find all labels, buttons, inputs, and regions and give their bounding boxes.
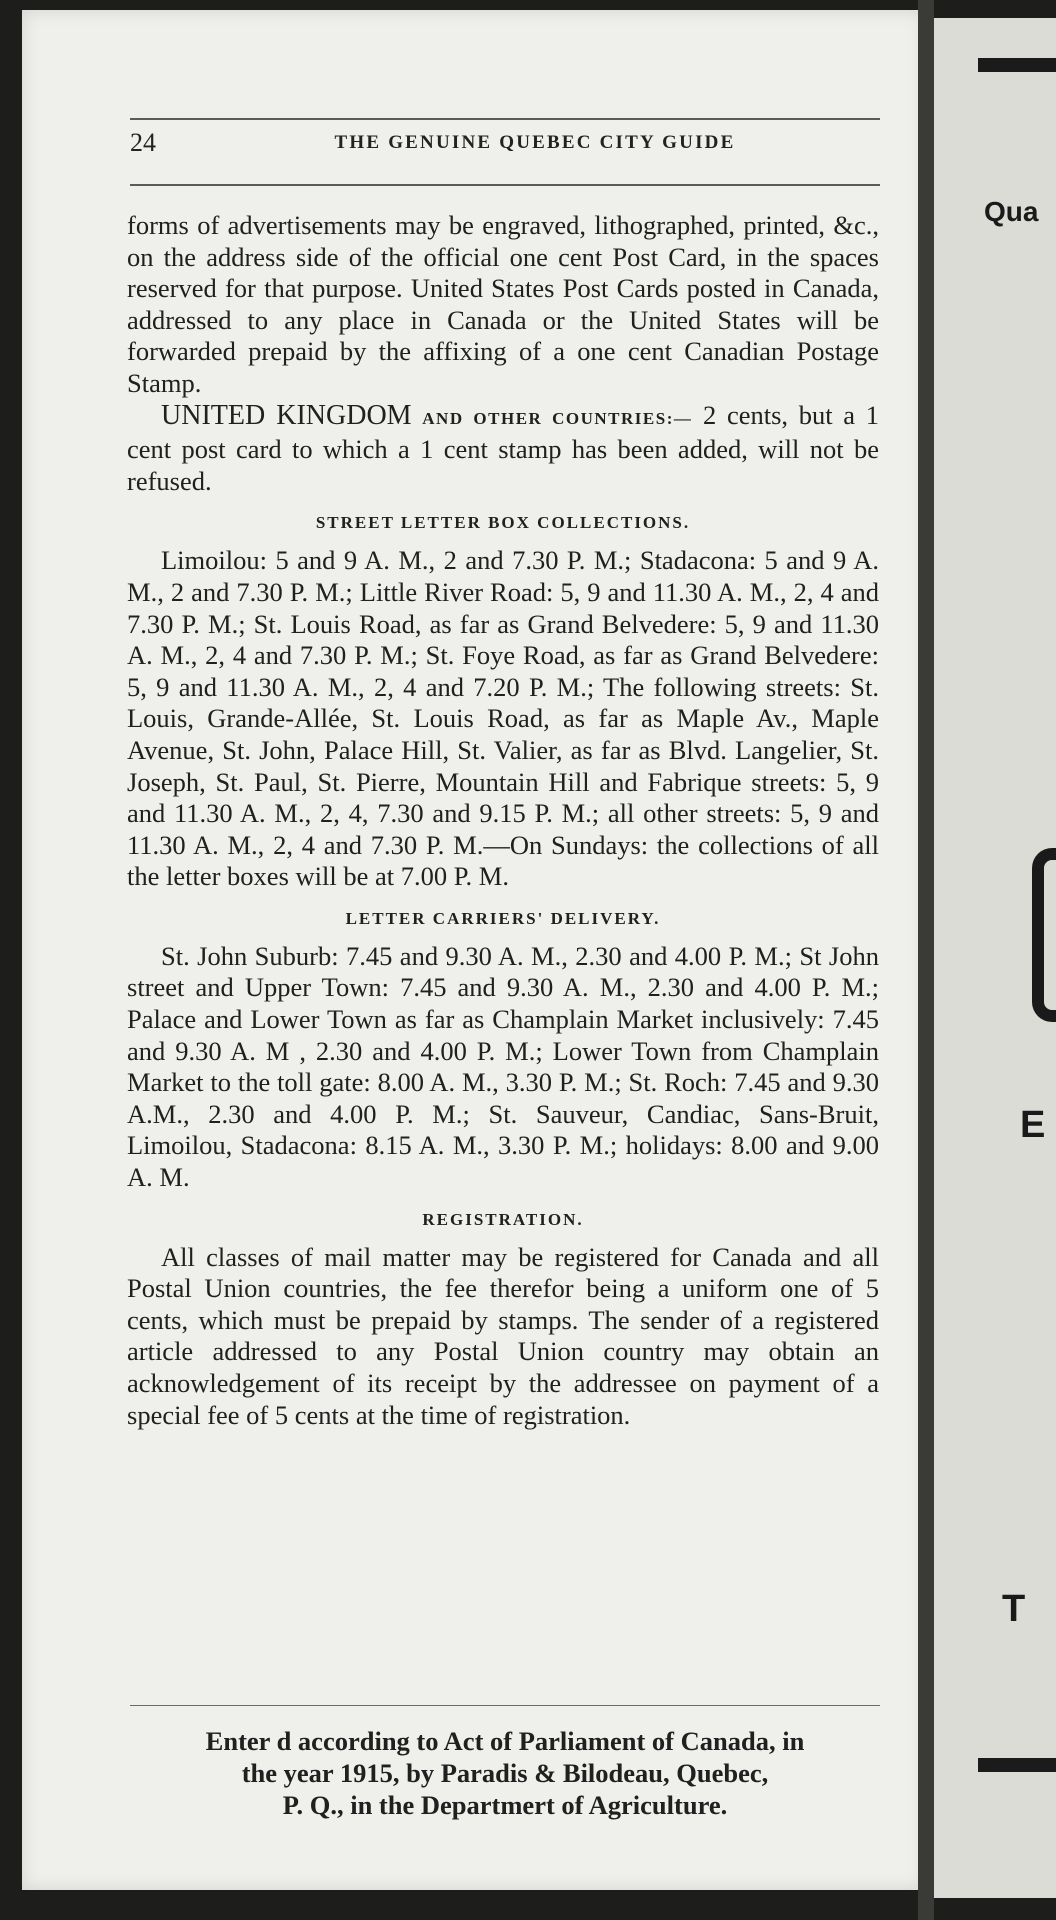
header-top-rule	[130, 118, 880, 120]
uk-lead: UNITED KINGDOM	[161, 399, 412, 431]
page-header	[130, 128, 880, 168]
street-collections-paragraph: Limoilou: 5 and 9 A. M., 2 and 7.30 P. M.; Stadacona: 5 and 9 A. M., 2 and 7.30 P. M.; Little River Road: 5, 9 and 11.30 A. M., 2, 4 and 7.30 P. M.; St. Louis Road, as far as Grand Belvedere: 5, 9 and 11.30 A. M., 2, 4 and 7.30 P. M.; St. Foye Road, as far as Grand Belvedere: 5, 9 and 11.30 A. M., 2, 4 and 7.20 P. M.; The following streets: St. Louis, Grande-Allée, St. Louis Road, as far as Maple Av., Maple Avenue, St. John, Palace Hill, St. Valier, as far as Blvd. Langelier, St. Joseph, St. Paul, St. Pierre, Mountain Hill and Fabrique streets: 5, 9 and 11.30 A. M., 2, 4, 7.30 and 9.15 P. M.; all other streets: 5, 9 and 11.30 A. M., 2, 4 and 7.30 P. M.—On Sundays: the collections of all the letter boxes will be at 7.00 P. M.	[127, 545, 879, 892]
copyright-line: the year 1915, by Paradis & Bilodeau, Quebec,	[241, 1758, 769, 1788]
facing-page-fragment: T	[1002, 1588, 1026, 1630]
book-spine	[918, 0, 934, 1920]
footer-rule	[130, 1705, 880, 1706]
uk-rest: 2 cents, but a 1 cent post card to which a 1 cent stamp has been added, will not be refused.	[127, 399, 879, 496]
facing-page-bar	[978, 58, 1056, 72]
running-title: THE GENUINE QUEBEC CITY GUIDE	[334, 132, 736, 153]
page-number: 24	[130, 128, 156, 157]
registration-paragraph: All classes of mail matter may be registered for Canada and all Postal Union countries, the fee therefor being a uniform one of 5 cents, which must be prepaid by stamps. The sender of a registered article addressed to any Postal Union country may obtain an acknowledgement of its receipt by the addressee on payment of a special fee of 5 cents at the time of registration.	[127, 1241, 879, 1430]
copyright-line: Enter d according to Act of Parliament of Canada, in	[205, 1726, 805, 1756]
facing-page-fragment: E	[1020, 1104, 1046, 1146]
header-bottom-rule	[130, 184, 880, 186]
section-heading: STREET LETTER BOX COLLECTIONS.	[315, 513, 691, 533]
facing-page-fragment: Qua	[984, 196, 1039, 227]
main-text	[127, 210, 879, 1431]
copyright-notice	[130, 1725, 880, 1821]
section-heading: LETTER CARRIERS' DELIVERY.	[345, 908, 661, 928]
facing-page	[934, 18, 1056, 1898]
uk-caps: AND OTHER COUNTRIES:—	[422, 408, 693, 428]
uk-paragraph	[127, 400, 879, 498]
copyright-line: P. Q., in the Departmert of Agriculture.	[282, 1790, 728, 1820]
facing-page-bracket	[1032, 848, 1056, 1022]
facing-page-bar	[978, 1758, 1056, 1772]
section-heading: REGISTRATION.	[422, 1209, 584, 1229]
carriers-paragraph: St. John Suburb: 7.45 and 9.30 A. M., 2.30 and 4.00 P. M.; St John street and Upper Town: 7.45 and 9.30 A. M., 2.30 and 4.00 P. M.; Palace and Lower Town as far as Champlain Market inclusively: 7.45 and 9.30 A. M , 2.30 and 4.00 P. M.; Lower Town from Champlain Market to the toll gate: 8.00 A. M., 3.30 P. M.; St. Roch: 7.45 and 9.30 A.M., 2.30 and 4.00 P. M.; St. Sauveur, Candiac, Sans-Bruit, Limoilou, Stadacona: 8.15 A. M., 3.30 P. M.; holidays: 8.00 and 9.00 A. M.	[127, 940, 879, 1193]
intro-paragraph: forms of advertisements may be engraved, lithographed, printed, &c., on the address side of the official one cent Post Card, in the spaces reserved for that purpose. United States Post Cards posted in Canada, addressed to any place in Canada or the United States will be forwarded prepaid by the affixing of a one cent Canadian Postage Stamp.	[127, 210, 879, 398]
